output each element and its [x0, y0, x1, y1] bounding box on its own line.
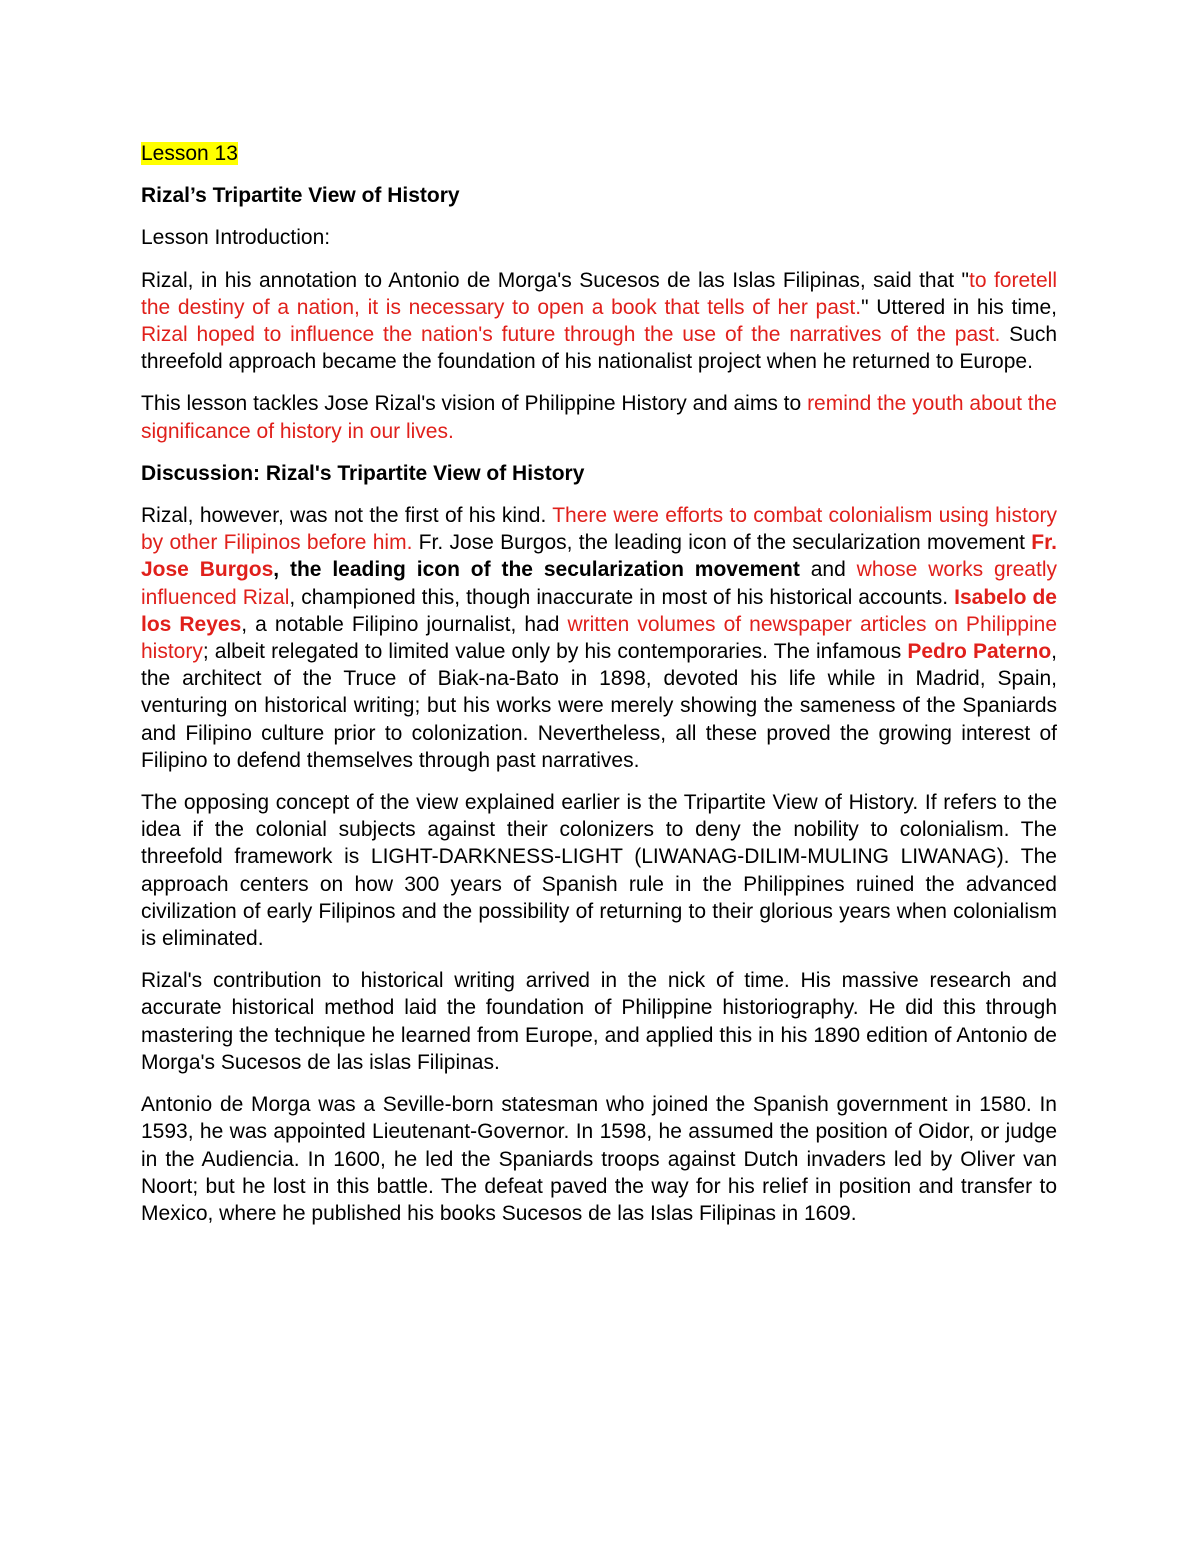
- intro-paragraph-2: [141, 390, 1057, 444]
- name-burgos: Fr. Jose Burgos: [141, 531, 1057, 582]
- document-page: [141, 140, 1057, 1242]
- name-de-los-reyes: Isabelo de los Reyes: [141, 585, 1057, 636]
- discussion-paragraph-2: The opposing concept of the view explained earlier is the Tripartite View of History. If refers to the idea if the colonial subjects against their colonizers to deny the nobility to colonialism. The threefold framework is LIGHT-DARKNESS-LIGHT (LIWANAG-DILIM-MULING LIWANAG). The approach centers on how 300 years of Spanish rule in the Philippines ruined the advanced civilization of early Filipinos and the possibility of returning to their glorious years when colonialism is eliminated.: [141, 791, 1057, 951]
- text-run: , championed this, though inaccurate in most of his historical accounts.: [289, 585, 955, 609]
- text-run: Rizal, however, was not the first of his kind.: [141, 504, 553, 528]
- text-run: " Uttered in his time,: [861, 295, 1057, 319]
- text-run: This lesson tackles Jose Rizal's vision of Philippine History and aims to: [141, 392, 808, 416]
- lesson-number: [141, 140, 1057, 167]
- text-run: Rizal, in his annotation to Antonio de Morga's Sucesos de las Islas Filipinas, said that ": [141, 268, 970, 292]
- quote-red: to foretell the destiny of a nation, it is necessary to open a book that tells of her past.: [141, 268, 1057, 319]
- lesson-title: Rizal’s Tripartite View of History: [141, 184, 460, 208]
- text-run: , a notable Filipino journalist, had: [241, 612, 568, 636]
- text-run: Fr. Jose Burgos, the leading icon of the secularization movement: [412, 531, 1032, 555]
- emphasis-red: remind the youth about the significance of history in our lives.: [141, 392, 1057, 443]
- discussion-paragraph-3: Rizal's contribution to historical writing arrived in the nick of time. His massive research and accurate historical method laid the foundation of Philippine historiography. He did this through mastering the technique he learned from Europe, and applied this in his 1890 edition of Antonio de Morga's Sucesos de las islas Filipinas.: [141, 969, 1057, 1074]
- discussion-paragraph-4: Antonio de Morga was a Seville-born statesman who joined the Spanish government in 1580. In 1593, he was appointed Lieutenant-Governor. In 1598, he assumed the position of Oidor, or judge in the Audiencia. In 1600, he led the Spaniards troops against Dutch invaders led by Oliver van Noort; but he lost in this battle. The defeat paved the way for his relief in position and transfer to Mexico, where he published his books Sucesos de las Islas Filipinas in 1609.: [141, 1093, 1057, 1225]
- emphasis-red: written volumes of newspaper articles on Philippine history: [141, 612, 1058, 664]
- lesson-number-highlight: Lesson 13: [141, 142, 238, 165]
- emphasis-red: whose works greatly influenced Rizal: [141, 558, 1057, 609]
- text-run: , the architect of the Truce of Biak-na-Bato in 1898, devoted his life while in Madrid, Spain, venturing on historical writing; but his works were merely showing the sameness of the Spaniards and Filipino culture prior to colonization. Nevertheless, all these proved the growing interest of Filipino to defend themselves through past narratives.: [141, 640, 1057, 772]
- text-run: ; albeit relegated to limited value only by his contemporaries. The infamous: [202, 640, 908, 664]
- text-run: Such threefold approach became the foundation of his nationalist project when he returned to Europe.: [141, 323, 1058, 374]
- name-paterno: Pedro Paterno: [907, 640, 1052, 664]
- text-run: and: [799, 558, 857, 582]
- intro-label: Lesson Introduction:: [141, 226, 331, 250]
- bold-run: , the leading icon of the secularization movement: [273, 558, 800, 582]
- emphasis-red: There were efforts to combat colonialism using history by other Filipinos before him.: [141, 504, 1058, 555]
- emphasis-red: Rizal hoped to influence the nation's future through the use of the narratives of the past.: [141, 323, 1001, 347]
- discussion-heading: Discussion: Rizal's Tripartite View of History: [141, 461, 585, 485]
- discussion-paragraph-1: [141, 502, 1057, 774]
- intro-paragraph-1: [141, 267, 1057, 376]
